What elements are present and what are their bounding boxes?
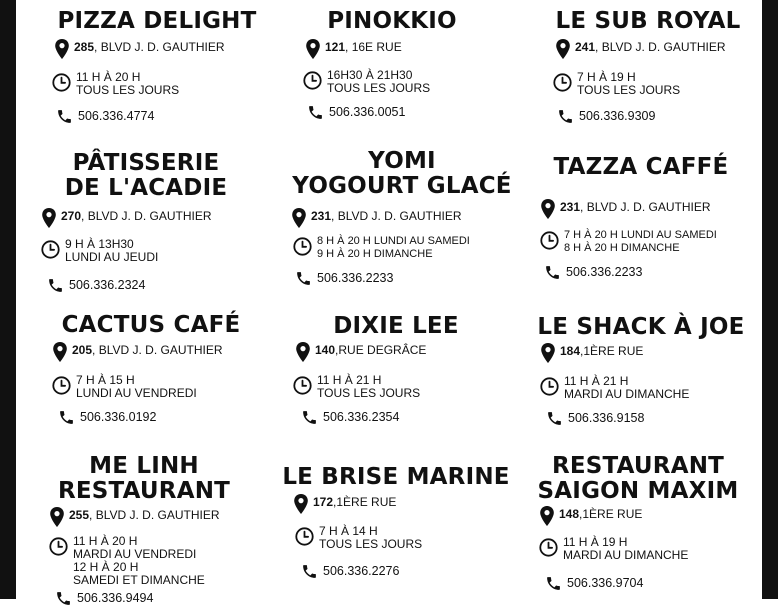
hours-text: 11 H À 21 H MARDI AU DIMANCHE [564, 374, 690, 401]
phone-row [301, 409, 399, 426]
right-border [762, 0, 778, 599]
phone-number: 506.336.9309 [579, 109, 656, 123]
phone-row [545, 575, 643, 592]
map-pin-icon [293, 493, 309, 515]
phone-icon [301, 409, 318, 426]
hours-row [49, 535, 205, 587]
restaurant-name: PÂTISSERIE DE L'ACADIE [64, 150, 228, 201]
hours-row [52, 71, 179, 97]
address-row [539, 505, 642, 527]
phone-row [47, 277, 145, 294]
clock-icon [52, 376, 71, 395]
hours-row [303, 69, 430, 95]
address-row [555, 38, 726, 60]
phone-number: 506.336.0192 [80, 410, 157, 424]
hours-row [540, 229, 717, 255]
address-number: 205 [72, 343, 93, 357]
address-street: ,RUE DEGRÂCE [335, 343, 427, 357]
phone-number: 506.336.0051 [329, 105, 406, 119]
phone-number: 506.336.2276 [323, 564, 400, 578]
address-number: 231 [560, 200, 581, 214]
map-pin-icon [555, 38, 571, 60]
address-street: ,1ÈRE RUE [579, 507, 643, 521]
restaurant-name: LE BRISE MARINE [282, 464, 510, 490]
phone-number: 506.336.9158 [568, 411, 645, 425]
left-border [0, 0, 16, 599]
address-street: , BLVD J. D. GAUTHIER [92, 343, 223, 357]
address-number: 172 [313, 495, 334, 509]
restaurant-name: CACTUS CAFÉ [61, 312, 241, 338]
restaurant-name: RESTAURANT SAIGON MAXIM [537, 453, 739, 504]
restaurant-name: DIXIE LEE [333, 313, 459, 339]
clock-icon [52, 73, 71, 92]
address-row [293, 493, 396, 515]
restaurant-name: LE SUB ROYAL [555, 8, 741, 34]
restaurant-name: LE SHACK À JOE [537, 314, 745, 340]
address-row [295, 341, 426, 363]
phone-number: 506.336.2233 [566, 265, 643, 279]
phone-number: 506.336.9704 [567, 576, 644, 590]
address-row [54, 38, 225, 60]
phone-icon [545, 575, 562, 592]
phone-row [546, 410, 644, 427]
phone-row [544, 264, 642, 281]
hours-text: 11 H À 21 H TOUS LES JOURS [317, 373, 421, 400]
address-row [52, 341, 223, 363]
restaurant-name: ME LINH RESTAURANT [57, 453, 231, 504]
address-row [291, 207, 462, 229]
address-street: , 16E RUE [345, 40, 402, 54]
address-street: ,1ÈRE RUE [333, 495, 397, 509]
clock-icon [553, 73, 572, 92]
hours-text: 11 H À 19 H MARDI AU DIMANCHE [563, 535, 689, 562]
clock-icon [295, 527, 314, 546]
phone-number: 506.336.2354 [323, 410, 400, 424]
hours-row [295, 525, 422, 551]
phone-icon [56, 108, 73, 125]
address-number: 140 [315, 343, 336, 357]
phone-number: 506.336.4774 [78, 109, 155, 123]
map-pin-icon [305, 38, 321, 60]
address-street: , BLVD J. D. GAUTHIER [89, 508, 220, 522]
phone-row [301, 563, 399, 580]
hours-text: 7 H À 19 H TOUS LES JOURS [577, 70, 681, 97]
hours-row [540, 375, 689, 401]
clock-icon [540, 377, 559, 396]
hours-text: 16H30 À 21H30 TOUS LES JOURS [327, 68, 431, 95]
address-number: 285 [74, 40, 95, 54]
hours-text: 9 H À 13H30 LUNDI AU JEUDI [65, 237, 159, 264]
clock-icon [49, 537, 68, 556]
hours-row [539, 536, 688, 562]
address-number: 184 [560, 344, 581, 358]
phone-icon [47, 277, 64, 294]
hours-text: 11 H À 20 H TOUS LES JOURS [76, 70, 180, 97]
restaurant-name: PIZZA DELIGHT [57, 8, 257, 34]
phone-number: 506.336.2324 [69, 278, 146, 292]
map-pin-icon [291, 207, 307, 229]
phone-icon [295, 270, 312, 287]
clock-icon [293, 237, 312, 256]
hours-text: 11 H À 20 H MARDI AU VENDREDI 12 H À 20 H SAMEDI ET DIMANCHE [73, 534, 205, 587]
address-street: , BLVD J. D. GAUTHIER [94, 40, 225, 54]
hours-row [553, 71, 680, 97]
hours-row [52, 374, 197, 400]
phone-icon [58, 409, 75, 426]
address-number: 121 [325, 40, 346, 54]
address-row [49, 506, 220, 528]
map-pin-icon [41, 207, 57, 229]
address-street: , BLVD J. D. GAUTHIER [331, 209, 462, 223]
map-pin-icon [54, 38, 70, 60]
address-number: 231 [311, 209, 332, 223]
address-street: ,1ÈRE RUE [580, 344, 644, 358]
address-street: , BLVD J. D. GAUTHIER [580, 200, 711, 214]
address-row [540, 342, 643, 364]
phone-number: 506.336.9494 [77, 591, 154, 605]
clock-icon [540, 231, 559, 250]
hours-row [293, 235, 470, 261]
map-pin-icon [52, 341, 68, 363]
phone-icon [546, 410, 563, 427]
restaurant-name: PINOKKIO [327, 8, 457, 34]
hours-row [41, 238, 158, 264]
phone-row [557, 108, 655, 125]
restaurant-name: YOMI YOGOURT GLACÉ [292, 148, 512, 199]
address-row [540, 198, 711, 220]
phone-row [56, 108, 154, 125]
address-number: 241 [575, 40, 596, 54]
phone-icon [557, 108, 574, 125]
address-row [305, 38, 402, 60]
hours-text: 7 H À 15 H LUNDI AU VENDREDI [76, 373, 197, 400]
phone-icon [301, 563, 318, 580]
map-pin-icon [540, 198, 556, 220]
hours-text: 7 H À 14 H TOUS LES JOURS [319, 524, 423, 551]
address-street: , BLVD J. D. GAUTHIER [81, 209, 212, 223]
address-street: , BLVD J. D. GAUTHIER [595, 40, 726, 54]
phone-row [295, 270, 393, 287]
address-number: 270 [61, 209, 82, 223]
address-number: 255 [69, 508, 90, 522]
map-pin-icon [539, 505, 555, 527]
phone-number: 506.336.2233 [317, 271, 394, 285]
address-number: 148 [559, 507, 580, 521]
phone-icon [307, 104, 324, 121]
hours-row [293, 374, 420, 400]
clock-icon [293, 376, 312, 395]
map-pin-icon [295, 341, 311, 363]
clock-icon [41, 240, 60, 259]
hours-text: 7 H À 20 H LUNDI AU SAMEDI 8 H À 20 H DIMANCHE [564, 229, 717, 254]
map-pin-icon [49, 506, 65, 528]
phone-icon [544, 264, 561, 281]
clock-icon [303, 71, 322, 90]
phone-row [307, 104, 405, 121]
clock-icon [539, 538, 558, 557]
phone-row [58, 409, 156, 426]
address-row [41, 207, 212, 229]
map-pin-icon [540, 342, 556, 364]
restaurant-name: TAZZA CAFFÉ [553, 154, 729, 180]
hours-text: 8 H À 20 H LUNDI AU SAMEDI 9 H À 20 H DIMANCHE [317, 235, 470, 260]
